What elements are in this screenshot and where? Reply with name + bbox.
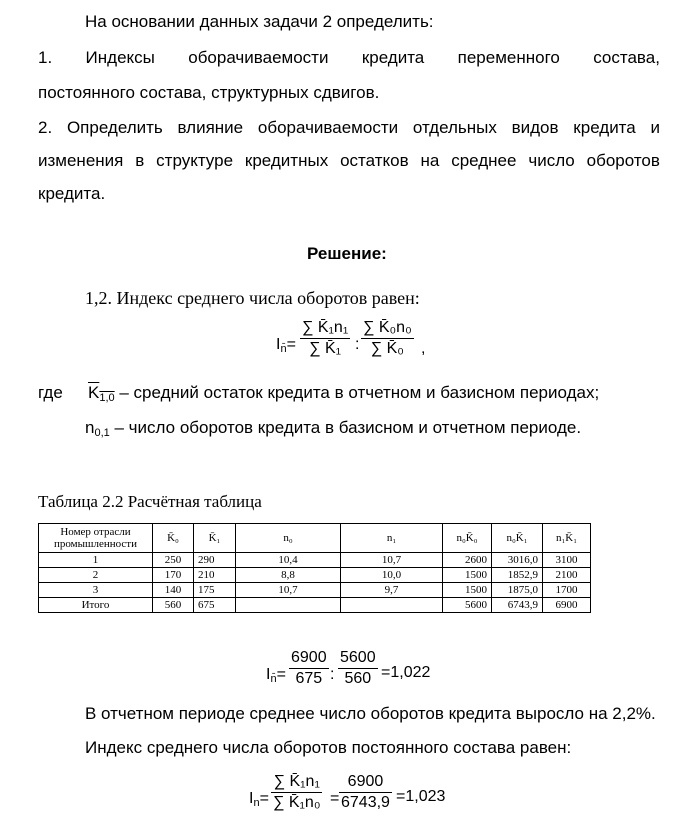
conclusion: В отчетном периоде среднее число оборотов кредита выросло на 2,2%.	[85, 704, 656, 723]
formula-intro: 1,2. Индекс среднего числа оборотов равен:	[85, 288, 420, 308]
word: 1.	[38, 48, 53, 67]
calc-table	[38, 523, 591, 613]
table-total-row	[39, 598, 591, 613]
cell	[236, 598, 341, 613]
formula1-lhs-sub: n̄	[280, 343, 287, 355]
word: видов	[511, 118, 559, 137]
calc1-result: =1,022	[381, 664, 431, 681]
word: влияние	[177, 118, 244, 137]
word: в	[135, 151, 145, 170]
where-definition: $K_{1,0}$ – средний остаток кредита в отчетном и базисном периодах;	[88, 383, 600, 404]
denominator: ∑ K̄₁	[309, 340, 342, 357]
cell: 10,4	[236, 553, 341, 568]
cell: 140	[153, 583, 194, 598]
calc1-fraction-1	[289, 648, 329, 689]
calc2-eq: =	[330, 790, 340, 807]
table-row	[39, 568, 591, 583]
calc2-fraction-2	[339, 772, 392, 813]
where-label: где	[38, 383, 63, 402]
table-row	[39, 553, 591, 568]
item2-line3: кредита.	[38, 184, 106, 203]
calc1-op: :	[330, 666, 335, 683]
cell: 2100	[543, 568, 591, 583]
numerator: 5600	[340, 649, 376, 666]
cell: 2600	[443, 553, 492, 568]
item2-line2	[38, 151, 660, 171]
word: кредита	[573, 118, 636, 137]
calc1-fraction-2	[338, 648, 378, 689]
cell: 175	[194, 583, 236, 598]
cell: 290	[194, 553, 236, 568]
formula1-fraction-1	[300, 318, 350, 359]
word: Индексы	[85, 48, 155, 67]
item2-line1	[38, 118, 660, 138]
cell: 2	[39, 568, 153, 583]
cell: 1852,9	[492, 568, 543, 583]
cell: 3100	[543, 553, 591, 568]
cell: 560	[153, 598, 194, 613]
header-cell: n₀K̄₀	[443, 524, 492, 553]
word: остатков	[340, 151, 409, 170]
numerator: ∑ K̄₁n₁	[302, 319, 349, 336]
denominator: 675	[295, 670, 323, 687]
header-cell: n₀	[236, 524, 341, 553]
cell: 1875,0	[492, 583, 543, 598]
word: кредитных	[244, 151, 329, 170]
numerator: 6900	[291, 649, 327, 666]
item1-line2: постоянного состава, структурных сдвигов.	[38, 83, 380, 102]
word: оборачиваемости	[257, 118, 399, 137]
calc2-fraction-1	[271, 772, 322, 813]
cell: 8,8	[236, 568, 341, 583]
cell: 3016,0	[492, 553, 543, 568]
header-cell: n₁K̄₁	[543, 524, 591, 553]
cell: 210	[194, 568, 236, 583]
item1-line1	[38, 48, 660, 68]
cell: 170	[153, 568, 194, 583]
header-cell: K̄₀	[153, 524, 194, 553]
calc1-lhs: $I_{n̄}=$	[266, 666, 286, 685]
cell: 6743,9	[492, 598, 543, 613]
cell: 10,0	[341, 568, 443, 583]
calc2-lhs: $I_n=$	[249, 790, 269, 809]
cell: Итого	[39, 598, 153, 613]
n-symbol: $n_{0,1}$	[85, 418, 110, 439]
header-cell: Номер отрасли промышленности	[39, 524, 153, 553]
word: кредита	[361, 48, 425, 67]
word: структуре	[156, 151, 234, 170]
const-intro: Индекс среднего числа оборотов постоянного состава равен:	[85, 738, 572, 757]
word: оборачиваемости	[188, 48, 329, 67]
task-intro: На основании данных задачи 2 определить:	[85, 12, 434, 31]
cell: 1500	[443, 583, 492, 598]
cell: 250	[153, 553, 194, 568]
table-header-row	[39, 524, 591, 553]
word: и	[650, 118, 660, 137]
cell: 1700	[543, 583, 591, 598]
denominator: ∑ K̄₁n₀	[273, 794, 321, 811]
cell: 10,7	[341, 553, 443, 568]
cell: 10,7	[236, 583, 341, 598]
cell: 1500	[443, 568, 492, 583]
header-cell: n₀K̄₁	[492, 524, 543, 553]
word: отдельных	[412, 118, 497, 137]
word: среднее	[451, 151, 517, 170]
solution-heading: Решение:	[307, 244, 387, 263]
denominator: 6743,9	[341, 794, 390, 811]
k-symbol: $K_{1,0}$	[88, 383, 115, 404]
word: на	[420, 151, 440, 170]
word: состава,	[593, 48, 660, 67]
word: переменного	[457, 48, 560, 67]
cell	[341, 598, 443, 613]
table-row	[39, 583, 591, 598]
cell: 5600	[443, 598, 492, 613]
cell: 6900	[543, 598, 591, 613]
header-cell: K̄₁	[194, 524, 236, 553]
formula1-tail: ,	[421, 340, 426, 357]
denominator: 560	[344, 670, 372, 687]
formula1-fraction-2	[361, 318, 414, 359]
cell: 9,7	[341, 583, 443, 598]
calc2-result: =1,023	[396, 788, 446, 805]
n-definition: $n_{0,1}$ – число оборотов кредита в базисном и отчетном периоде.	[85, 418, 582, 439]
numerator: ∑ K̄₁n₁	[273, 773, 320, 790]
numerator: ∑ K̄₀n₀	[363, 319, 412, 336]
cell: 675	[194, 598, 236, 613]
cell: 1	[39, 553, 153, 568]
word: число	[528, 151, 575, 170]
denominator: ∑ K̄₀	[370, 340, 404, 357]
numerator: 6900	[347, 773, 384, 790]
table-caption: Таблица 2.2 Расчётная таблица	[38, 492, 262, 511]
formula1-op: :	[355, 336, 360, 353]
header-cell: n₁	[341, 524, 443, 553]
word: оборотов	[586, 151, 660, 170]
cell: 3	[39, 583, 153, 598]
formula1-lhs: $I_{n̄}=$	[276, 336, 296, 355]
word: Определить	[66, 118, 163, 137]
word: 2.	[38, 118, 53, 137]
word: изменения	[38, 151, 124, 170]
